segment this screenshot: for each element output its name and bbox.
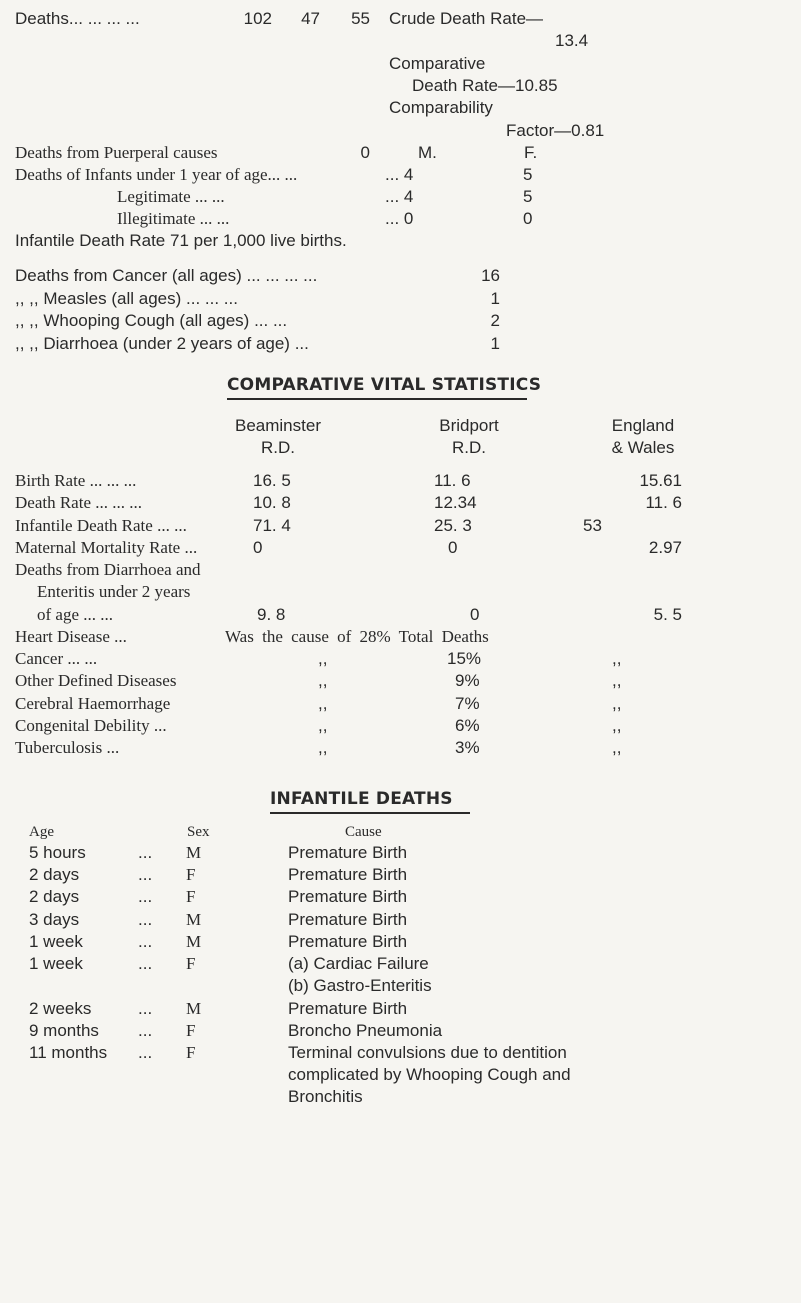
infant-cause: Premature Birth <box>288 910 408 929</box>
heading-underline <box>227 398 527 400</box>
heart-disease-text: Was the cause of 28% Total Deaths <box>225 627 489 646</box>
infant-age: 2 days <box>29 865 80 884</box>
infant-age: 9 months <box>29 1021 99 1040</box>
cause-value: 1 <box>490 289 500 308</box>
ditto-mark: ,, <box>612 738 622 757</box>
infant-age: 2 weeks <box>29 999 92 1018</box>
illegitimate-label: Illegitimate ... ... <box>117 209 230 228</box>
infants-deaths-label: Deaths of Infants under 1 year of age... ... <box>15 165 298 184</box>
pct-row-label: Cancer ... ... <box>15 649 98 668</box>
vital-row-beaminster: 16. 5 <box>253 471 291 490</box>
ditto-mark: ,, <box>612 694 622 713</box>
infant-sex: F <box>186 865 196 884</box>
infant-dots: ... <box>138 887 153 906</box>
diarrhoea-bridport: 0 <box>470 605 480 624</box>
infant-sex: F <box>186 1043 196 1062</box>
column-header-beaminster: Beaminster <box>235 416 321 435</box>
infant-age: 2 days <box>29 887 80 906</box>
vital-row-england: 2.97 <box>648 538 682 557</box>
infant-cause: Broncho Pneumonia <box>288 1021 443 1040</box>
cause-label: ,, ,, Diarrhoea (under 2 years of age) ... <box>15 334 309 353</box>
cause-label: Deaths from Cancer (all ages) ... ... ... ... <box>15 266 318 285</box>
infant-dots: ... <box>138 954 153 973</box>
column-header-england: England <box>611 416 675 435</box>
vital-row-beaminster: 71. 4 <box>253 516 291 535</box>
ditto-mark: ,, <box>318 738 328 757</box>
infant-age: 5 hours <box>29 843 86 862</box>
deaths-female: 55 <box>351 9 370 28</box>
diarrhoea-england: 5. 5 <box>653 605 682 624</box>
infant-cause: (a) Cardiac Failure <box>288 954 429 973</box>
infant-age: 1 week <box>29 932 83 951</box>
infant-cause: complicated by Whooping Cough and <box>288 1065 571 1084</box>
infant-dots: ... <box>138 932 153 951</box>
column-header-bridport-rd: R.D. <box>452 438 486 457</box>
infant-cause: Bronchitis <box>288 1087 363 1106</box>
heart-disease-label: Heart Disease ... <box>15 627 127 646</box>
column-header-bridport: Bridport <box>439 416 499 435</box>
cause-label: ,, ,, Whooping Cough (all ages) ... ... <box>15 311 288 330</box>
infant-age: 3 days <box>29 910 80 929</box>
cause-value: 16 <box>481 266 500 285</box>
vital-row-bridport: 12.34 <box>434 493 477 512</box>
infant-dots: ... <box>138 1043 153 1062</box>
legitimate-label: Legitimate ... ... <box>117 187 225 206</box>
pct-row-label: Tuberculosis ... <box>15 738 120 757</box>
vital-row-beaminster: 0 <box>253 538 263 557</box>
infant-dots: ... <box>138 1021 153 1040</box>
puerperal-value: 0 <box>360 143 370 162</box>
infants-deaths-female: 5 <box>523 165 533 184</box>
vital-row-bridport: 25. 3 <box>434 516 472 535</box>
diarrhoea-label-line3: of age ... ... <box>37 605 114 624</box>
infant-sex: M <box>186 932 202 951</box>
illegitimate-female: 0 <box>523 209 533 228</box>
infant-cause: Premature Birth <box>288 865 408 884</box>
cause-value: 2 <box>490 311 500 330</box>
vital-row-label: Maternal Mortality Rate ... <box>15 538 198 557</box>
column-header-cause: Cause <box>345 824 382 840</box>
pct-row-value: 7% <box>455 694 480 713</box>
pct-row-value: 9% <box>455 671 480 690</box>
ditto-mark: ,, <box>318 649 328 668</box>
infant-cause: Premature Birth <box>288 887 408 906</box>
infant-age: 11 months <box>29 1043 108 1062</box>
heading-underline <box>270 812 470 814</box>
pct-row-label: Cerebral Haemorrhage <box>15 694 171 713</box>
comparative-death-rate: Death Rate—10.85 <box>412 76 558 95</box>
infant-sex: F <box>186 954 196 973</box>
vital-row-label: Death Rate ... ... ... <box>15 493 142 512</box>
diarrhoea-label-line2: Enteritis under 2 years <box>37 582 191 601</box>
ditto-mark: ,, <box>318 671 328 690</box>
vital-row-label: Infantile Death Rate ... ... <box>15 516 187 535</box>
vital-row-england: 11. 6 <box>645 493 682 512</box>
infant-cause: (b) Gastro-Enteritis <box>288 976 432 995</box>
column-male-header: M. <box>418 143 437 162</box>
infant-dots: ... <box>138 865 153 884</box>
vital-row-bridport: 11. 6 <box>434 471 471 490</box>
crude-death-rate-value: 13.4 <box>555 31 589 50</box>
infant-cause: Premature Birth <box>288 999 408 1018</box>
infantile-deaths-heading: INFANTILE DEATHS <box>270 789 453 809</box>
vital-row-bridport: 0 <box>448 538 458 557</box>
column-header-england-wales: & Wales <box>611 438 675 457</box>
column-header-beaminster-rd: R.D. <box>261 438 295 457</box>
infant-age: 1 week <box>29 954 83 973</box>
infant-cause: Premature Birth <box>288 932 408 951</box>
deaths-total: 102 <box>243 9 272 28</box>
column-female-header: F. <box>524 143 538 162</box>
pct-row-value: 3% <box>455 738 480 757</box>
comparative-label: Comparative <box>389 54 486 73</box>
comparability-factor: Factor—0.81 <box>506 121 605 140</box>
pct-row-label: Other Defined Diseases <box>15 671 177 690</box>
infantile-death-rate-note: Infantile Death Rate 71 per 1,000 live births. <box>15 231 347 250</box>
deaths-label: Deaths... ... ... ... <box>15 9 140 28</box>
infant-cause: Terminal convulsions due to dentition <box>288 1043 567 1062</box>
infants-deaths-male: ... 4 <box>385 165 414 184</box>
infant-dots: ... <box>138 910 153 929</box>
legitimate-female: 5 <box>523 187 533 206</box>
column-header-sex: Sex <box>187 824 210 840</box>
vital-row-beaminster: 10. 8 <box>253 493 291 512</box>
column-header-age: Age <box>29 824 54 840</box>
ditto-mark: ,, <box>318 716 328 735</box>
infant-dots: ... <box>138 843 153 862</box>
infant-sex: F <box>186 1021 196 1040</box>
comparability-label: Comparability <box>389 98 493 117</box>
legitimate-male: ... 4 <box>385 187 414 206</box>
infant-sex: F <box>186 887 196 906</box>
cause-label: ,, ,, Measles (all ages) ... ... ... <box>15 289 238 308</box>
pct-row-label: Congenital Debility ... <box>15 716 167 735</box>
cause-value: 1 <box>490 334 500 353</box>
pct-row-value: 15% <box>447 649 482 668</box>
vital-row-label: Birth Rate ... ... ... <box>15 471 137 490</box>
illegitimate-male: ... 0 <box>385 209 414 228</box>
pct-row-value: 6% <box>455 716 480 735</box>
infant-sex: M <box>186 999 202 1018</box>
deaths-male: 47 <box>301 9 320 28</box>
diarrhoea-beaminster: 9. 8 <box>257 605 286 624</box>
crude-death-rate-label: Crude Death Rate— <box>389 9 544 28</box>
ditto-mark: ,, <box>612 671 622 690</box>
diarrhoea-label-line1: Deaths from Diarrhoea and <box>15 560 201 579</box>
vital-statistics-heading: COMPARATIVE VITAL STATISTICS <box>227 375 542 395</box>
ditto-mark: ,, <box>612 649 622 668</box>
ditto-mark: ,, <box>318 694 328 713</box>
vital-row-england: 15.61 <box>639 471 682 490</box>
vital-row-england: 53 <box>583 516 602 535</box>
puerperal-label: Deaths from Puerperal causes <box>15 143 218 162</box>
infant-sex: M <box>186 910 202 929</box>
infant-cause: Premature Birth <box>288 843 408 862</box>
infant-dots: ... <box>138 999 153 1018</box>
ditto-mark: ,, <box>612 716 622 735</box>
infant-sex: M <box>186 843 202 862</box>
